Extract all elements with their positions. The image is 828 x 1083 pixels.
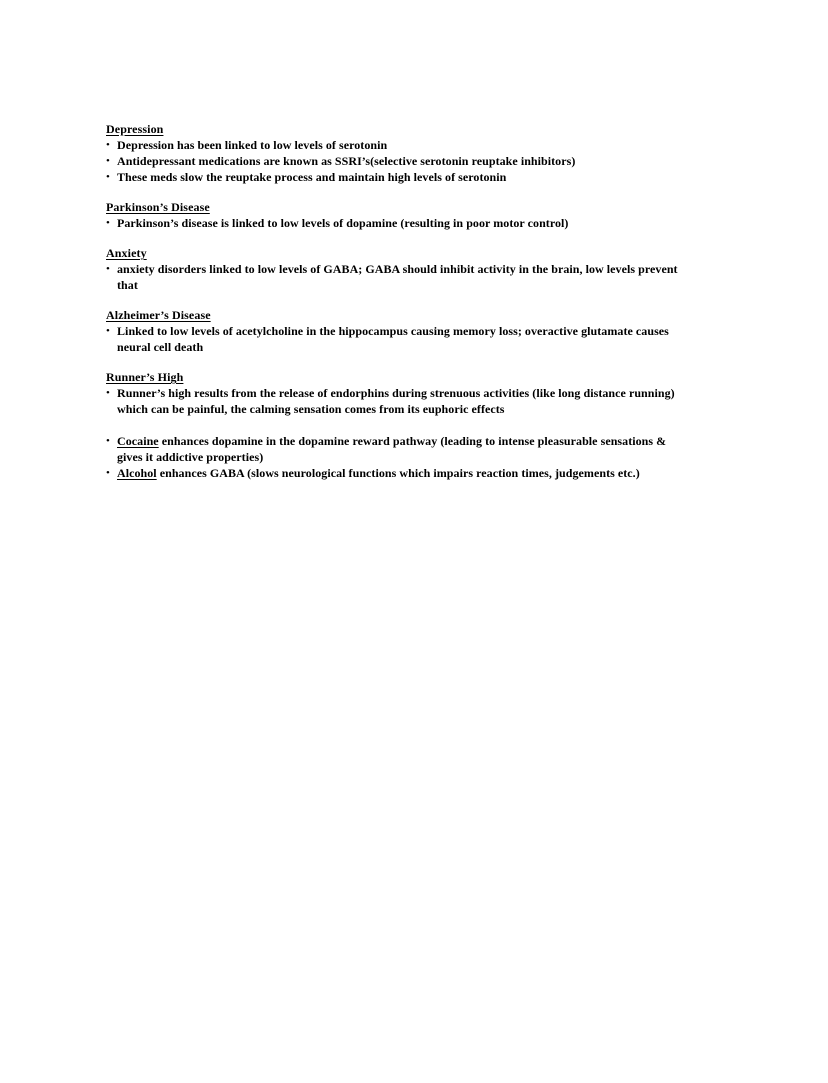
list-item [106, 323, 703, 355]
bullet-dot-icon: • [106, 217, 110, 229]
bullet-dot-icon: • [106, 139, 110, 151]
section-depression [106, 121, 706, 185]
bullet-list-alzheimers [106, 323, 703, 355]
heading-row [106, 369, 706, 385]
term-cocaine-description: enhances dopamine in the dopamine reward pathway (leading to intense pleasurable sensations & gives it addictive properties) [117, 434, 667, 464]
list-item-text: Parkinson’s disease is linked to low levels of dopamine (resulting in poor motor control) [117, 216, 569, 230]
section-runners-high [106, 369, 706, 417]
bullet-dot-icon: • [106, 467, 110, 479]
bullet-dot-icon: • [106, 171, 110, 183]
list-item-text [117, 434, 666, 464]
heading-row [106, 121, 706, 137]
bullet-list-anxiety [106, 261, 698, 293]
list-item [106, 153, 691, 169]
blank-line-spacer [106, 417, 706, 433]
list-item-text: anxiety disorders linked to low levels of GABA; GABA should inhibit activity in the brain, low levels prevent that [117, 262, 678, 292]
bullet-dot-icon: • [106, 155, 110, 167]
list-item [106, 169, 691, 185]
section-anxiety [106, 245, 706, 293]
bullet-list-runners-high [106, 385, 703, 417]
section-spacer [106, 293, 706, 307]
list-item [106, 385, 703, 417]
list-item [106, 215, 703, 231]
list-item [106, 465, 691, 481]
list-item-text: Antidepressant medications are known as SSRI’s(selective serotonin reuptake inhibitors) [117, 154, 576, 168]
section-spacer [106, 355, 706, 369]
bullet-list-parkinsons [106, 215, 703, 231]
list-item [106, 433, 691, 465]
term-cocaine: Cocaine [117, 434, 159, 448]
list-item-text [117, 466, 640, 480]
bullet-dot-icon: • [106, 263, 110, 275]
bullet-list-substances [106, 433, 691, 481]
list-item-text: Linked to low levels of acetylcholine in the hippocampus causing memory loss; overactive glutamate causes neural cell death [117, 324, 669, 354]
document-body [106, 121, 706, 481]
list-item [106, 261, 698, 293]
section-parkinsons [106, 199, 706, 231]
bullet-list-depression [106, 137, 691, 185]
heading-row [106, 245, 706, 261]
section-heading-anxiety: Anxiety [106, 246, 147, 260]
list-item [106, 137, 691, 153]
term-alcohol-description: enhances GABA (slows neurological functions which impairs reaction times, judgements etc.) [156, 466, 640, 480]
list-item-text: These meds slow the reuptake process and maintain high levels of serotonin [117, 170, 507, 184]
section-heading-alzheimers: Alzheimer’s Disease [106, 308, 211, 322]
section-heading-parkinsons: Parkinson’s Disease [106, 200, 210, 214]
term-alcohol: Alcohol [117, 466, 157, 480]
section-heading-depression: Depression [106, 122, 164, 136]
bullet-dot-icon: • [106, 387, 110, 399]
heading-row [106, 199, 706, 215]
heading-row [106, 307, 706, 323]
section-spacer [106, 185, 706, 199]
section-alzheimers [106, 307, 706, 355]
list-item-text: Runner’s high results from the release of endorphins during strenuous activities (like long distance running) which can be painful, the calming sensation comes from its euphoric effects [117, 386, 675, 416]
section-heading-runners-high: Runner’s High [106, 370, 184, 384]
bullet-dot-icon: • [106, 435, 110, 447]
section-spacer [106, 231, 706, 245]
bullet-dot-icon: • [106, 325, 110, 337]
list-item-text: Depression has been linked to low levels of serotonin [117, 138, 388, 152]
